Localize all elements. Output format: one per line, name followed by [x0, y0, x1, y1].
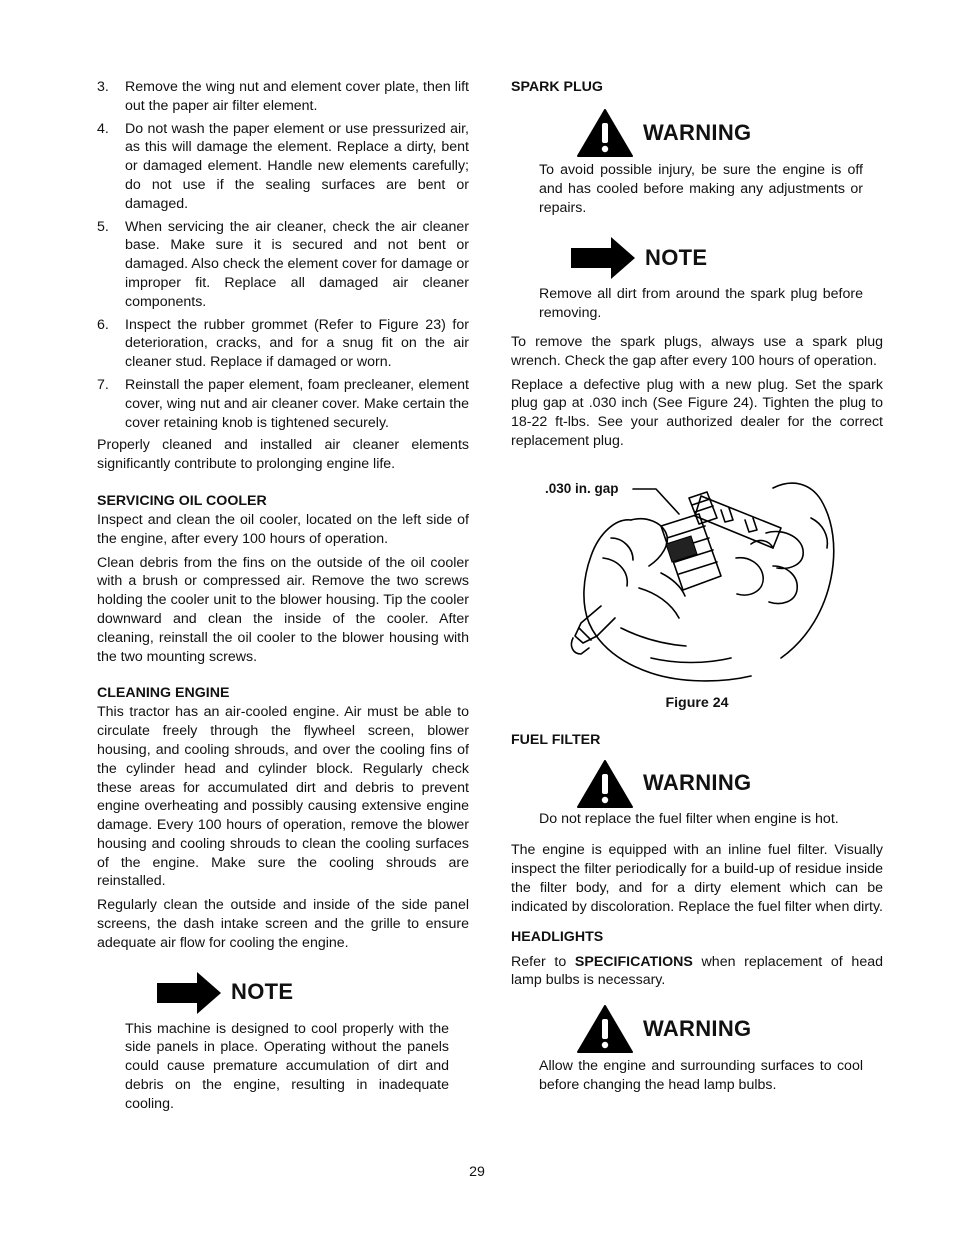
- list-item-number: 5.: [97, 218, 109, 235]
- warning-label: WARNING: [643, 119, 752, 145]
- closing-paragraph: Properly cleaned and installed air cleaner elements significantly contribute to prolonging engine life.: [97, 437, 469, 473]
- list-item: [97, 316, 469, 372]
- list-item-text: When servicing the air cleaner, check the air cleaner base. Make sure it is secured and not bent or damaged. Also check the element cover for damage or improper fit. Replace all damaged air cleaner components.: [125, 218, 469, 310]
- cleaning-paragraph-2: Regularly clean the outside and inside of the side panel screens, the dash intake screen and the grille to ensure adequate air flow for cooling the engine.: [97, 897, 469, 951]
- cleaning-paragraph-1: This tractor has an air-cooled engine. Air must be able to circulate freely through the flywheel screen, blower housing, and cooling shrouds, and over the cooling fins of the cylinder head and cylinder block. Regularly check these areas for accumulated dirt and debris to prevent engine overheating and possibly causing extensive engine damage. Every 100 hours of operation, remove the blower housing and cooling shrouds to clean the cooling surfaces of the engine. Make sure the cooling shrouds are reinstalled.: [97, 704, 469, 890]
- warning-text-spark-plug: To avoid possible injury, be sure the engine is off and has cooled before making any adjustments or repairs.: [539, 162, 863, 216]
- list-item-number: 4.: [97, 120, 109, 137]
- section-heading-oil-cooler: SERVICING OIL COOLER: [97, 492, 267, 509]
- figure-caption: Figure 24: [665, 694, 729, 711]
- section-heading-headlights: HEADLIGHTS: [511, 928, 604, 945]
- note-label: NOTE: [645, 244, 708, 270]
- list-item-text: Remove the wing nut and element cover plate, then lift out the paper air filter element.: [125, 79, 469, 114]
- note-body: [97, 1020, 469, 1114]
- figure-24-illustration: [511, 478, 883, 688]
- spark-plug-hand-drawing: [511, 478, 883, 688]
- note-label: NOTE: [231, 979, 294, 1005]
- section-heading-spark-plug: SPARK PLUG: [511, 79, 603, 95]
- list-item-number: 3.: [97, 79, 109, 95]
- note-arrow-icon: [571, 237, 635, 279]
- section-heading-fuel-filter: FUEL FILTER: [511, 731, 601, 748]
- note-text-spark-plug: Remove all dirt from around the spark plug before removing.: [539, 286, 863, 322]
- warning-label: WARNING: [643, 1015, 752, 1041]
- page-number: 29: [469, 1164, 485, 1180]
- oil-cooler-paragraph-1: Inspect and clean the oil cooler, located on the left side of the engine, after every 100 hours of operation.: [97, 511, 469, 547]
- note-body-spark-plug: [511, 285, 883, 323]
- list-item: [97, 218, 469, 312]
- spark-plug-paragraph-1: To remove the spark plugs, always use a spark plug wrench. Check the gap after every 100 hours of operation.: [511, 333, 883, 369]
- note-text: This machine is designed to cool properly with the side panels in place. Operating without the panels could cause premature accumulation of dirt and debris on the engine, resulting in inadequate cooling.: [125, 1020, 449, 1112]
- warning-body-headlights: [511, 1057, 883, 1095]
- warning-body-spark-plug: [511, 161, 883, 217]
- fuel-filter-paragraph: The engine is equipped with an inline fuel filter. Visually inspect the filter periodically for a build-up of residue inside the filter body, and for a dirty element which can be indicated by discoloration. Replace the fuel filter when dirty.: [511, 842, 883, 915]
- list-item-text: Reinstall the paper element, foam precleaner, element cover, wing nut and air cleaner cover. Make certain the cover retaining knob is tightened securely.: [125, 376, 469, 431]
- note-arrow-icon: [157, 972, 221, 1014]
- list-item-text: Do not wash the paper element or use pressurized air, as this will damage the element. Replace a dirty, bent or damaged element. Handle new elements carefully; do not use if the sealing surfaces are bent or damaged.: [125, 120, 469, 212]
- note-callout-spark-plug: [511, 237, 883, 279]
- section-heading-cleaning-engine: CLEANING ENGINE: [97, 685, 230, 702]
- list-item: [97, 120, 469, 214]
- warning-callout-spark-plug: [511, 109, 883, 157]
- spark-plug-paragraph-2: Replace a defective plug with a new plug. Set the spark plug gap at .030 inch (See Figure 24). Tighten the plug to 18-22 ft-lbs. See your authorized dealer for the correct replacement plug.: [511, 376, 883, 449]
- warning-callout-fuel-filter: [511, 760, 883, 808]
- headlights-text-before: Refer to: [511, 953, 575, 970]
- warning-label: WARNING: [643, 770, 752, 796]
- procedure-steps: [97, 78, 469, 432]
- headlights-text-after: when replacement of head lamp bulbs is necessary.: [511, 953, 883, 989]
- list-item-text: Inspect the rubber grommet (Refer to Figure 23) for deterioration, cracks, and for a snug fit on the air cleaner stud. Replace if damaged or worn.: [125, 316, 469, 371]
- left-column: [97, 78, 469, 1114]
- warning-body-fuel-filter: [511, 810, 883, 829]
- headlights-paragraph: [511, 953, 883, 991]
- specifications-reference: SPECIFICATIONS: [574, 953, 693, 970]
- oil-cooler-paragraph-2: Clean debris from the fins on the outside of the oil cooler with a brush or compressed air. Remove the two screws holding the cooler unit to the blower housing. Tip the cooler downward and clean the inside of the cooler. After cleaning, reinstall the oil cooler to the blower housing with the two mounting screws.: [97, 554, 469, 665]
- warning-triangle-icon: [577, 760, 633, 808]
- warning-text-fuel-filter: Do not replace the fuel filter when engine is hot.: [539, 810, 839, 827]
- gap-label: .030 in. gap: [545, 480, 619, 496]
- list-item-number: 6.: [97, 316, 109, 333]
- warning-triangle-icon: [577, 109, 633, 157]
- warning-triangle-icon: [577, 1005, 633, 1053]
- warning-callout-headlights: [511, 1005, 883, 1053]
- list-item: [97, 376, 469, 432]
- right-column: [511, 78, 883, 1095]
- list-item-number: 7.: [97, 376, 109, 393]
- list-item: [97, 78, 469, 116]
- note-callout: [97, 972, 469, 1014]
- warning-text-headlights: Allow the engine and surrounding surfaces to cool before changing the head lamp bulbs.: [539, 1058, 863, 1093]
